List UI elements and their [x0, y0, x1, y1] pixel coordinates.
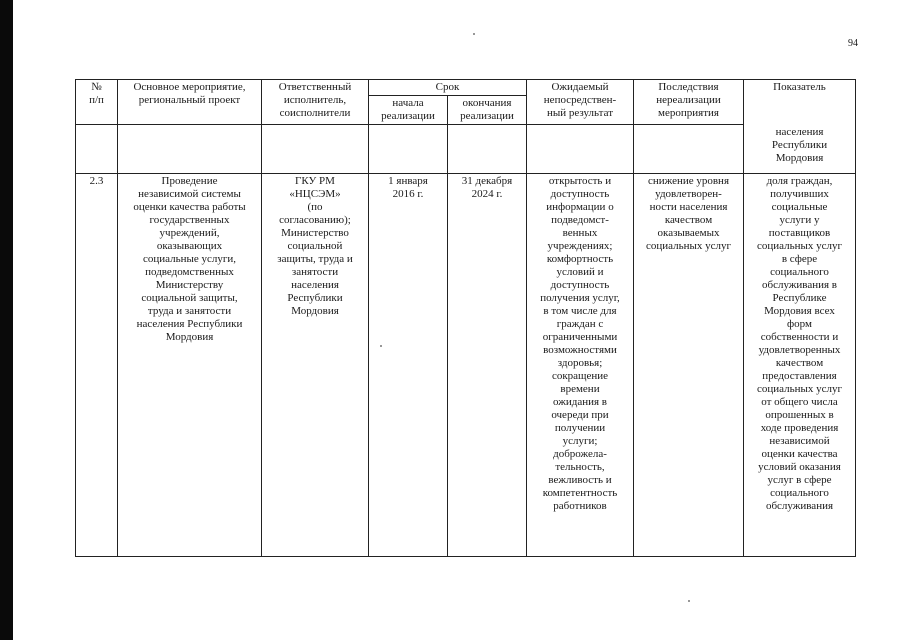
table-row — [76, 174, 856, 557]
header-result: Ожидаемый непосредствен- ный результат — [527, 80, 634, 125]
cell-num: 2.3 — [76, 174, 118, 557]
cell-result — [527, 125, 634, 174]
cell-term-end — [448, 125, 527, 174]
cell-term-start: 1 января 2016 г. — [369, 174, 448, 557]
cell-term-start — [369, 125, 448, 174]
header-term: Срок — [369, 80, 527, 96]
scan-speck — [688, 600, 690, 602]
header-event: Основное мероприятие, региональный проект — [118, 80, 262, 125]
cell-result: открытость и доступность информации о подведомст- венных учреждениях; комфортность условий и доступность получения услуг, в том числе для граждан с ограниченными возможностями здоровья; сокращение времени ожидания в очереди при получении услуги; доброжела- тельность, вежливость и компетентность работников — [527, 174, 634, 557]
measures-table — [75, 79, 856, 557]
cell-executor: ГКУ РМ «НЦСЭМ» (по согласованию); Министерство социальной защиты, труда и занятости населения Республики Мордовия — [262, 174, 369, 557]
scan-edge-shadow — [0, 0, 13, 640]
header-indicator: Показатель — [744, 80, 856, 125]
cell-indicator: доля граждан, получивших социальные услуги у поставщиков социальных услуг в сфере социального обслуживания в Республике Мордовия всех форм собственности и удовлетворенных качеством предоставления социальных услуг от общего числа опрошенных в ходе проведения независимой оценки качества условий оказания услуг в сфере социального обслуживания — [744, 174, 856, 557]
cell-event — [118, 125, 262, 174]
header-term-end: окончания реализации — [448, 96, 527, 125]
table-row-continuation — [76, 125, 856, 174]
cell-consequences — [634, 125, 744, 174]
cell-event: Проведение независимой системы оценки качества работы государственных учреждений, оказывающих социальные услуги, подведомственных Министерству социальной защиты, труда и занятости населения Республики Мордовия — [118, 174, 262, 557]
table-header-row — [76, 80, 856, 96]
header-executor: Ответственный исполнитель, соисполнители — [262, 80, 369, 125]
cell-num — [76, 125, 118, 174]
cell-indicator: населения Республики Мордовия — [744, 125, 856, 174]
cell-consequences: снижение уровня удовлетворен- ности населения качеством оказываемых социальных услуг — [634, 174, 744, 557]
page-number: 94 — [848, 38, 858, 49]
cell-executor — [262, 125, 369, 174]
cell-term-end: 31 декабря 2024 г. — [448, 174, 527, 557]
header-num: № п/п — [76, 80, 118, 125]
scan-speck — [473, 33, 475, 35]
header-term-start: начала реализации — [369, 96, 448, 125]
header-consequences: Последствия нереализации мероприятия — [634, 80, 744, 125]
